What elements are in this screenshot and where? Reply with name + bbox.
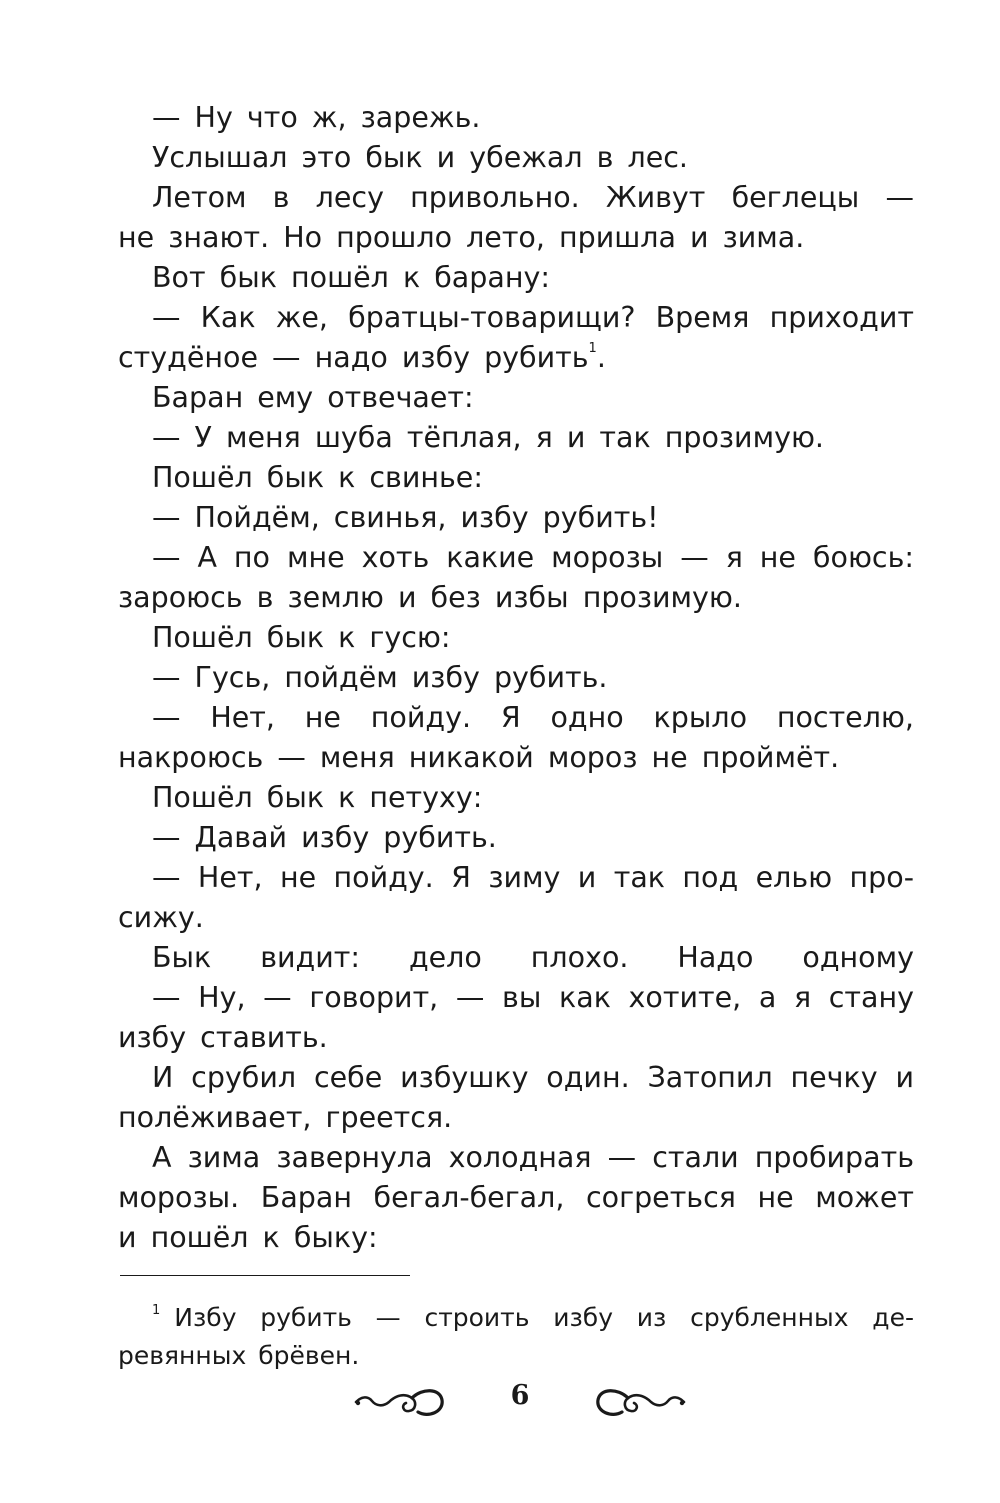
text-line: Вот бык пошёл к барану: (152, 261, 550, 294)
footnote-text: Избу рубить — строить избу из срубленных де- (174, 1303, 914, 1332)
text-line: морозы. Баран бегал-бегал, согреться не может (118, 1181, 914, 1214)
text-line-with-footnote-ref (118, 338, 914, 378)
footnote-mark: 1 (152, 1303, 161, 1318)
text-line: — Как же, братцы-товарищи? Время приходит (152, 301, 914, 334)
text-line: И срубил себе избушку один. Затопил печку и (152, 1061, 914, 1094)
text-line: Баран ему отвечает: (152, 381, 474, 414)
text-line: зароюсь в землю и без избы прозимую. (118, 581, 742, 614)
text-line: Летом в лесу привольно. Живут беглецы — (152, 181, 914, 214)
page-number: 6 (510, 1380, 530, 1411)
footnote-line (152, 1300, 914, 1336)
text-line: — Нет, не пойду. Я зиму и так под елью про- (152, 861, 914, 894)
text-line: — У меня шуба тёплая, я и так прозимую. (152, 421, 824, 454)
text-line: избу ставить. (118, 1021, 328, 1054)
right-flourish-icon (592, 1372, 688, 1422)
text-line: — Нет, не пойду. Я одно крыло постелю, (152, 701, 914, 734)
text-line: — А по мне хоть какие морозы — я не боюсь: (152, 541, 914, 574)
text-line: не знают. Но прошло лето, пришла и зима. (118, 221, 805, 254)
text-line: — Ну, — говорит, — вы как хотите, а я стану (152, 981, 914, 1014)
text-line: — Ну что ж, зарежь. (152, 101, 481, 134)
text-line: Пошёл бык к петуху: (152, 781, 483, 814)
text-line-end: . (596, 341, 606, 374)
text-line: — Давай избу рубить. (152, 821, 497, 854)
text-line: Пошёл бык к гусю: (152, 621, 451, 654)
text-line: Пошёл бык к свинье: (152, 461, 483, 494)
footnote-reference: 1 (588, 341, 597, 356)
text-line: студёное — надо избу рубить (118, 341, 589, 374)
left-flourish-icon (352, 1372, 448, 1422)
text-line: — Гусь, пойдём избу рубить. (152, 661, 608, 694)
footnote-line: ревянных брёвен. (118, 1341, 360, 1370)
text-line: сижу. (118, 901, 204, 934)
text-line: Услышал это бык и убежал в лес. (152, 141, 688, 174)
text-line: А зима завернула холодная — стали пробирать (152, 1141, 914, 1174)
text-line: Бык видит: дело плохо. Надо одному (152, 941, 914, 974)
footnote-separator (120, 1275, 410, 1276)
text-line: полёживает, греется. (118, 1101, 453, 1134)
text-line: накроюсь — меня никакой мороз не проймёт. (118, 741, 840, 774)
text-line: — Пойдём, свинья, избу рубить! (152, 501, 659, 534)
text-line: и пошёл к быку: (118, 1221, 378, 1254)
